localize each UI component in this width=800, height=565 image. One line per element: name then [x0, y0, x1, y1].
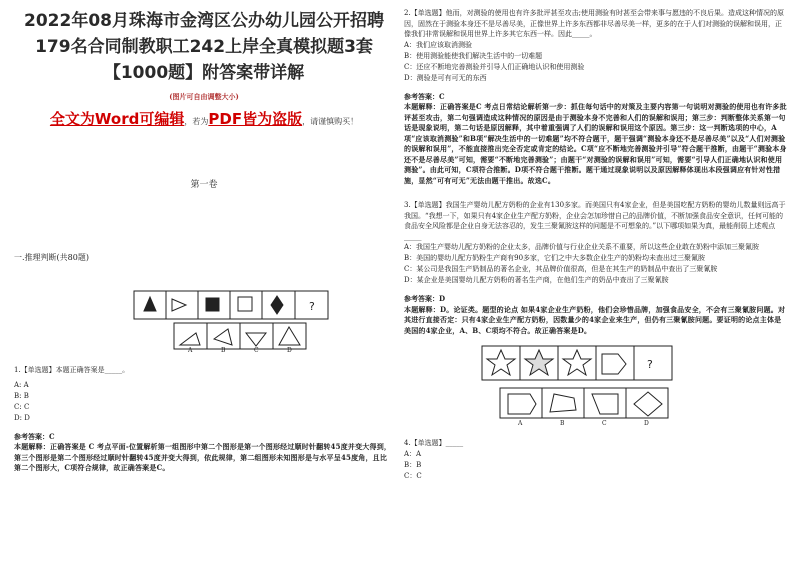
q1-fig-label-d: D — [287, 347, 292, 354]
q1-fig-label-c: C — [254, 347, 259, 354]
q2-option-b[interactable]: B：使用测验能使我们解决生活中的一切难题 — [404, 51, 543, 60]
q1-fig-label-a: A — [188, 347, 193, 354]
right-column — [404, 8, 788, 482]
title-line-3: 【1000题】附答案带详解 — [103, 63, 305, 83]
q4-fig-label-b: B — [560, 420, 565, 427]
q1-fig-label-b: B — [221, 347, 226, 354]
volume-heading: 第一卷 — [190, 180, 218, 190]
q1-option-c[interactable]: C: C — [14, 402, 30, 411]
title-line-2: 179名合同制教职工242上岸全真模拟题3套 — [35, 37, 373, 57]
q2-explanation: 本题解释：正确答案是C 考点日常结论解析第一步：抓住每句话中的对策及主要内容第一句说明对测验的使用也有许多批评甚至攻击，第二句强调造成这种情况的原因是由于测验本身不完善和人们的误解和误用；第三步：判断整体关系第一句话是现象说明，第二句话是原因解释，其中着重强调了人们的误解和误用这个原因。第三步：这一判断选项的中心，A项“应该取消测验”和B项“解决生活中的一切难题”均不符合题干，题干强调“测验本身还不是尽善尽美”以及“人们对测验的误解和误用”，不能直接推出完全否定或肯定的结论。C项“应不断地完善测验并引导”符合题干推断，由题干“测验本身还不是尽善尽美”可知，需要“不断地完善测验”；由题干“对测验的误解和误用”可知，需要“引导人们正确地认识和使用测验”。由此可知，C项符合推断。D项不符合题干推断。题干通过现象说明以及原因解释体现出本段强调应有针对性措施，显然“可有可无”无法由题干推出。故选C。 — [404, 102, 787, 185]
q1-option-a[interactable]: A: A — [14, 380, 29, 389]
section-heading: 一.推理判断(共80题) — [14, 253, 89, 262]
q4-stem: 4.【单选题】_____ — [404, 439, 464, 447]
q1-options — [14, 380, 394, 424]
q3-stem: 3.【单选题】我国生产婴幼儿配方奶粉的企业有130多家。而美国只有4家企业，但是美国吃配方奶粉的婴幼儿数量则远高于我国。“我想一下，如果只有4家企业生产配方奶粉，企业会怎加珍惜自己的品牌价值，不断加强食品安全意识，任何可能的食品安全风险都是企业自身无法容忍的，发生三聚氰胺这样的问题是不可想象的。”以下哪项如果为真，最能削弱上述观点_____ — [404, 201, 786, 241]
q4-option-c[interactable]: C：C — [404, 471, 422, 480]
q1-option-d[interactable]: D: D — [14, 413, 30, 422]
q2-answer: 参考答案：C — [404, 91, 445, 101]
q2-option-c[interactable]: C：还应不断地完善测验并引导人们正确地认识和使用测验 — [404, 62, 585, 71]
q3-options — [404, 242, 788, 286]
q1-figure — [14, 289, 394, 365]
word-editable-notice — [14, 108, 394, 129]
q1-explanation: 本题解释：正确答案是 C 考点平面-位置解析第一组图形中第二个图形是第一个图形经过顺时针翻转45度并变大得到，第三个图形是第二个图形经过顺时针翻转45度并变大得到，依此规律，第二组图形未知图形是与水平呈45度角，且比第二个图形大，C项符合规律，故正确答案是C。 — [14, 442, 392, 472]
q3-option-c[interactable]: C：某公司是我国生产奶制品的著名企业，其品牌价值很高，但是在其生产的奶制品中查出了三聚氰胺 — [404, 265, 718, 273]
q4-options — [404, 449, 788, 482]
svg-text:?: ? — [309, 300, 315, 313]
q3-option-a[interactable]: A：我国生产婴幼儿配方奶粉的企业太多，品牌价值与行业企业关系不重要，所以这些企业敢在奶粉中添加三聚氰胺 — [404, 243, 760, 251]
q3-answer: 参考答案：D — [404, 294, 446, 303]
image-resize-note: (图片可自由调整大小) — [169, 92, 239, 101]
q2-option-a[interactable]: A：我们应该取消测验 — [404, 40, 473, 49]
left-column — [14, 8, 394, 474]
svg-text:?: ? — [647, 358, 653, 371]
q4-fig-label-a: A — [518, 420, 523, 427]
word-mid-text: ，若为 — [184, 117, 209, 126]
document-title — [14, 8, 394, 86]
q4-fig-label-d: D — [644, 420, 649, 427]
title-line-1: 2022年08月珠海市金湾区公办幼儿园公开招聘 — [24, 11, 384, 31]
q4-fig-label-c: C — [602, 420, 607, 427]
q4-option-a[interactable]: A：A — [404, 449, 422, 458]
q3-explanation: 本题解释：D。论证类。题型的论点 如果4家企业生产奶粉，他们会珍惜品牌，加强食品安全，不会有三聚氰胺问题。对其进行直接否定：只有4家企业生产配方奶粉，因数量少的4家企业来生产，但仍有三聚氰胺问题。要证明的论点主体是美国的4家企业，A、B、C项均不符合。故正确答案是D。 — [404, 304, 786, 335]
q2-stem: 2.【单选题】他而，对测验的使用也有许多批评甚至攻击;使用测验有时甚至会带来事与愿违的不良后果。造成这种情况的原因，固然在于测验本身还不是尽善尽美，正像世界上许多东西都非尽善尽美一样，更多的在于人们对测验的误解和误用，正像我们非常误解和误用世界上许多其它东西一样。因此_____。 — [404, 9, 785, 38]
q2-options — [404, 40, 788, 84]
word-suffix-text: ，请谨慎购买！ — [302, 117, 359, 126]
q4-option-b[interactable]: B：B — [404, 460, 422, 469]
q3-option-b[interactable]: B：美国的婴幼儿配方奶粉生产商有90多家，它们之中大多数企业生产的奶粉均未查出过三聚氰胺 — [404, 254, 706, 262]
q1-option-b[interactable]: B: B — [14, 391, 29, 400]
q2-option-d[interactable]: D：测验是可有可无的东西 — [404, 73, 487, 82]
q1-stem: 1.【单选题】本题正确答案是_____。 — [14, 366, 130, 374]
q1-answer: 参考答案：C — [14, 431, 55, 441]
pdf-pirated-text: PDF皆为盗版 — [208, 110, 303, 128]
word-editable-text: 全文为Word可编辑 — [49, 110, 185, 128]
q4-figure — [404, 344, 788, 438]
q3-option-d[interactable]: D：某企业是美国婴幼儿配方奶粉的著名生产商，在他们生产的奶品中查出了三聚氰胺 — [404, 276, 669, 284]
